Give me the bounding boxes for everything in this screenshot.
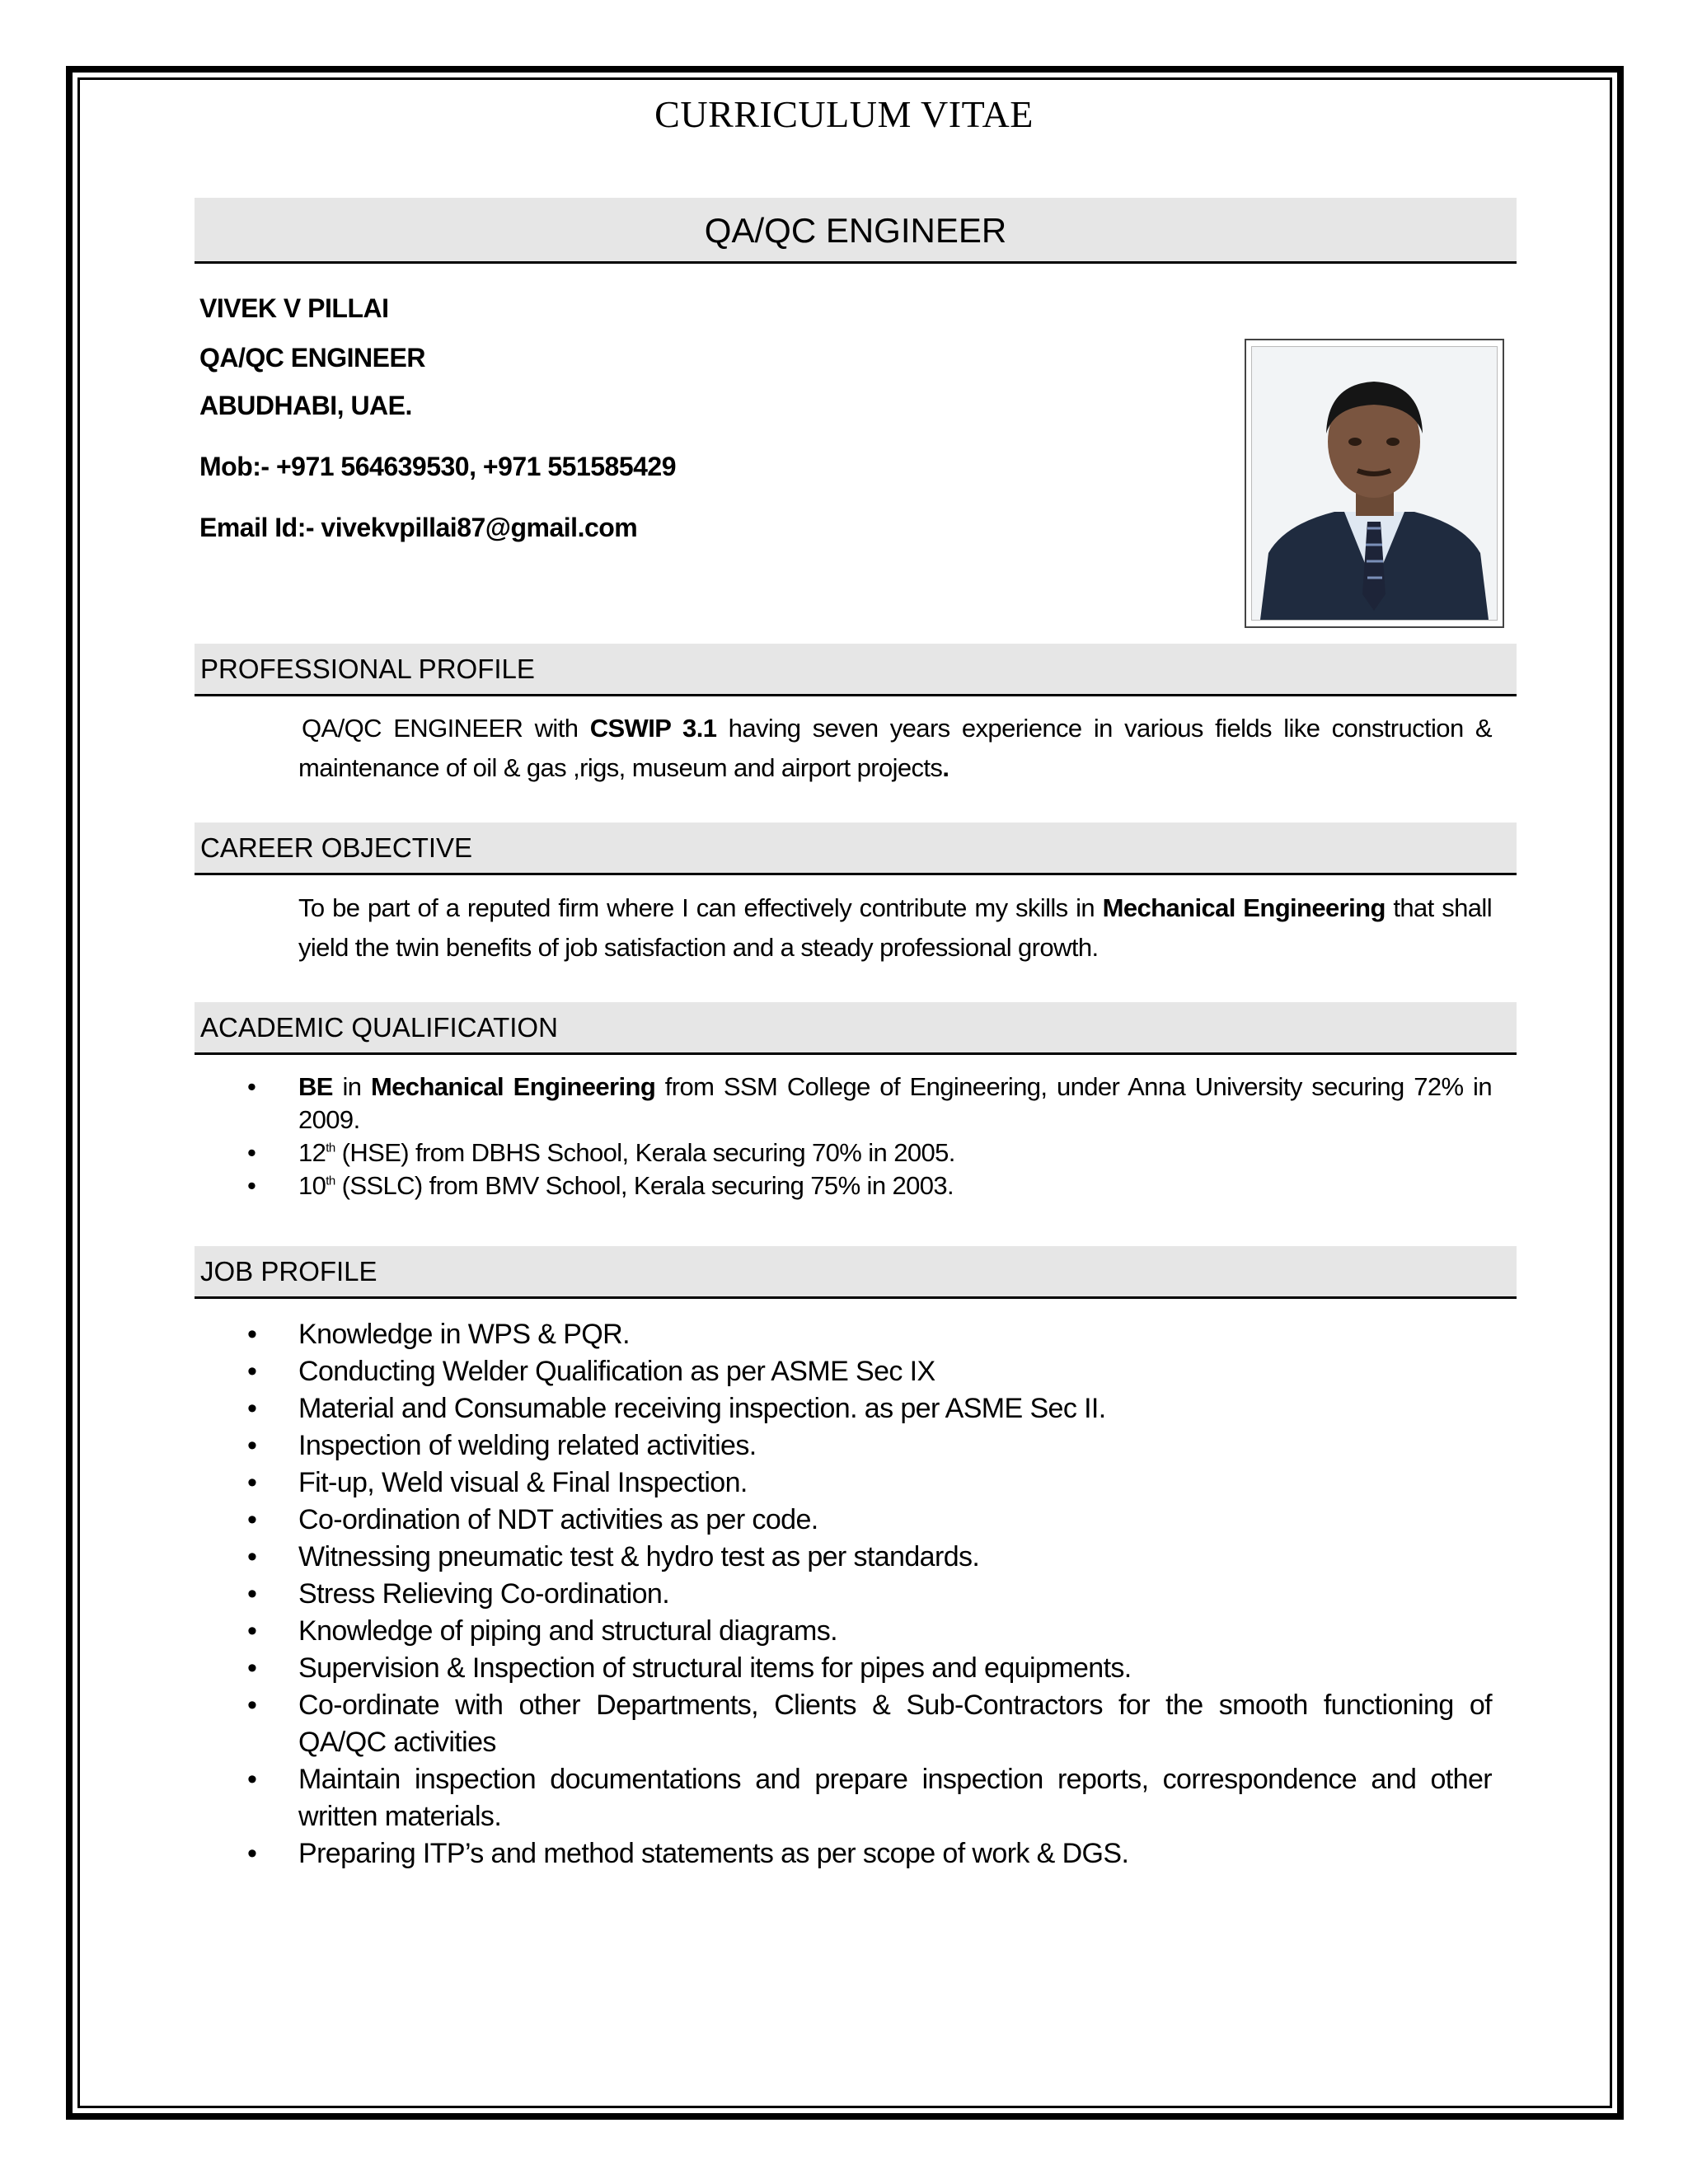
list-item: • Fit-up, Weld visual & Final Inspection. [247, 1467, 748, 1498]
career-objective-text: To be part of a reputed firm where I can effectively contribute my skills in Mechanical Engineering that shall yield the twin benefits of job satisfaction and a steady professional growth. [298, 893, 1492, 962]
job-profile-list [247, 1316, 1492, 1872]
list-item: • Co-ordinate with other Departments, Clients & Sub-Contractors for the smooth functioning of QA/QC activities [247, 1690, 1492, 1758]
candidate-location: ABUDHABI, UAE. [199, 391, 412, 420]
candidate-name: VIVEK V PILLAI [199, 293, 389, 323]
list-item: • BE in Mechanical Engineering from SSM College of Engineering, under Anna University securing 72% in 2009. [247, 1072, 1492, 1134]
person-portrait-icon [1252, 347, 1497, 620]
list-item: • Stress Relieving Co-ordination. [247, 1578, 670, 1610]
list-item: • Preparing ITP’s and method statements as per scope of work & DGS. [247, 1838, 1129, 1869]
list-item: • Conducting Welder Qualification as per ASME Sec IX [247, 1356, 935, 1387]
list-item: • Knowledge in WPS & PQR. [247, 1319, 630, 1350]
list-item: • Co-ordination of NDT activities as per code. [247, 1504, 818, 1535]
section-heading-professional-profile: PROFESSIONAL PROFILE [195, 644, 1517, 696]
list-item: • Witnessing pneumatic test & hydro test as per standards. [247, 1541, 980, 1572]
document-title: CURRICULUM VITAE [654, 93, 1034, 135]
list-item: • 10th (SSLC) from BMV School, Kerala securing 75% in 2003. [247, 1171, 954, 1200]
list-item: • Inspection of welding related activities. [247, 1430, 757, 1461]
list-item: • Maintain inspection documentations and prepare inspection reports, correspondence and other written materials. [247, 1764, 1492, 1832]
academic-list [247, 1071, 1492, 1202]
list-item: • Knowledge of piping and structural diagrams. [247, 1615, 837, 1647]
candidate-email: Email Id:- vivekvpillai87@gmail.com [199, 513, 638, 542]
list-item: • Material and Consumable receiving inspection. as per ASME Sec II. [247, 1393, 1106, 1424]
candidate-role: QA/QC ENGINEER [199, 343, 425, 373]
section-heading-job-profile: JOB PROFILE [195, 1246, 1517, 1299]
list-item: • 12th (HSE) from DBHS School, Kerala securing 70% in 2005. [247, 1138, 955, 1167]
section-heading-career-objective: CAREER OBJECTIVE [195, 823, 1517, 875]
profile-photo [1251, 346, 1498, 621]
candidate-mobile: Mob:- +971 564639530, +971 551585429 [199, 452, 677, 481]
section-heading-academic-qualification: ACADEMIC QUALIFICATION [195, 1002, 1517, 1055]
professional-profile-text: QA/QC ENGINEER with CSWIP 3.1 having seven years experience in various fields like construction & maintenance of oil & gas ,rigs, museum and airport projects. [298, 714, 1492, 782]
list-item: • Supervision & Inspection of structural items for pipes and equipments. [247, 1652, 1132, 1684]
job-title-banner: QA/QC ENGINEER [195, 198, 1517, 264]
